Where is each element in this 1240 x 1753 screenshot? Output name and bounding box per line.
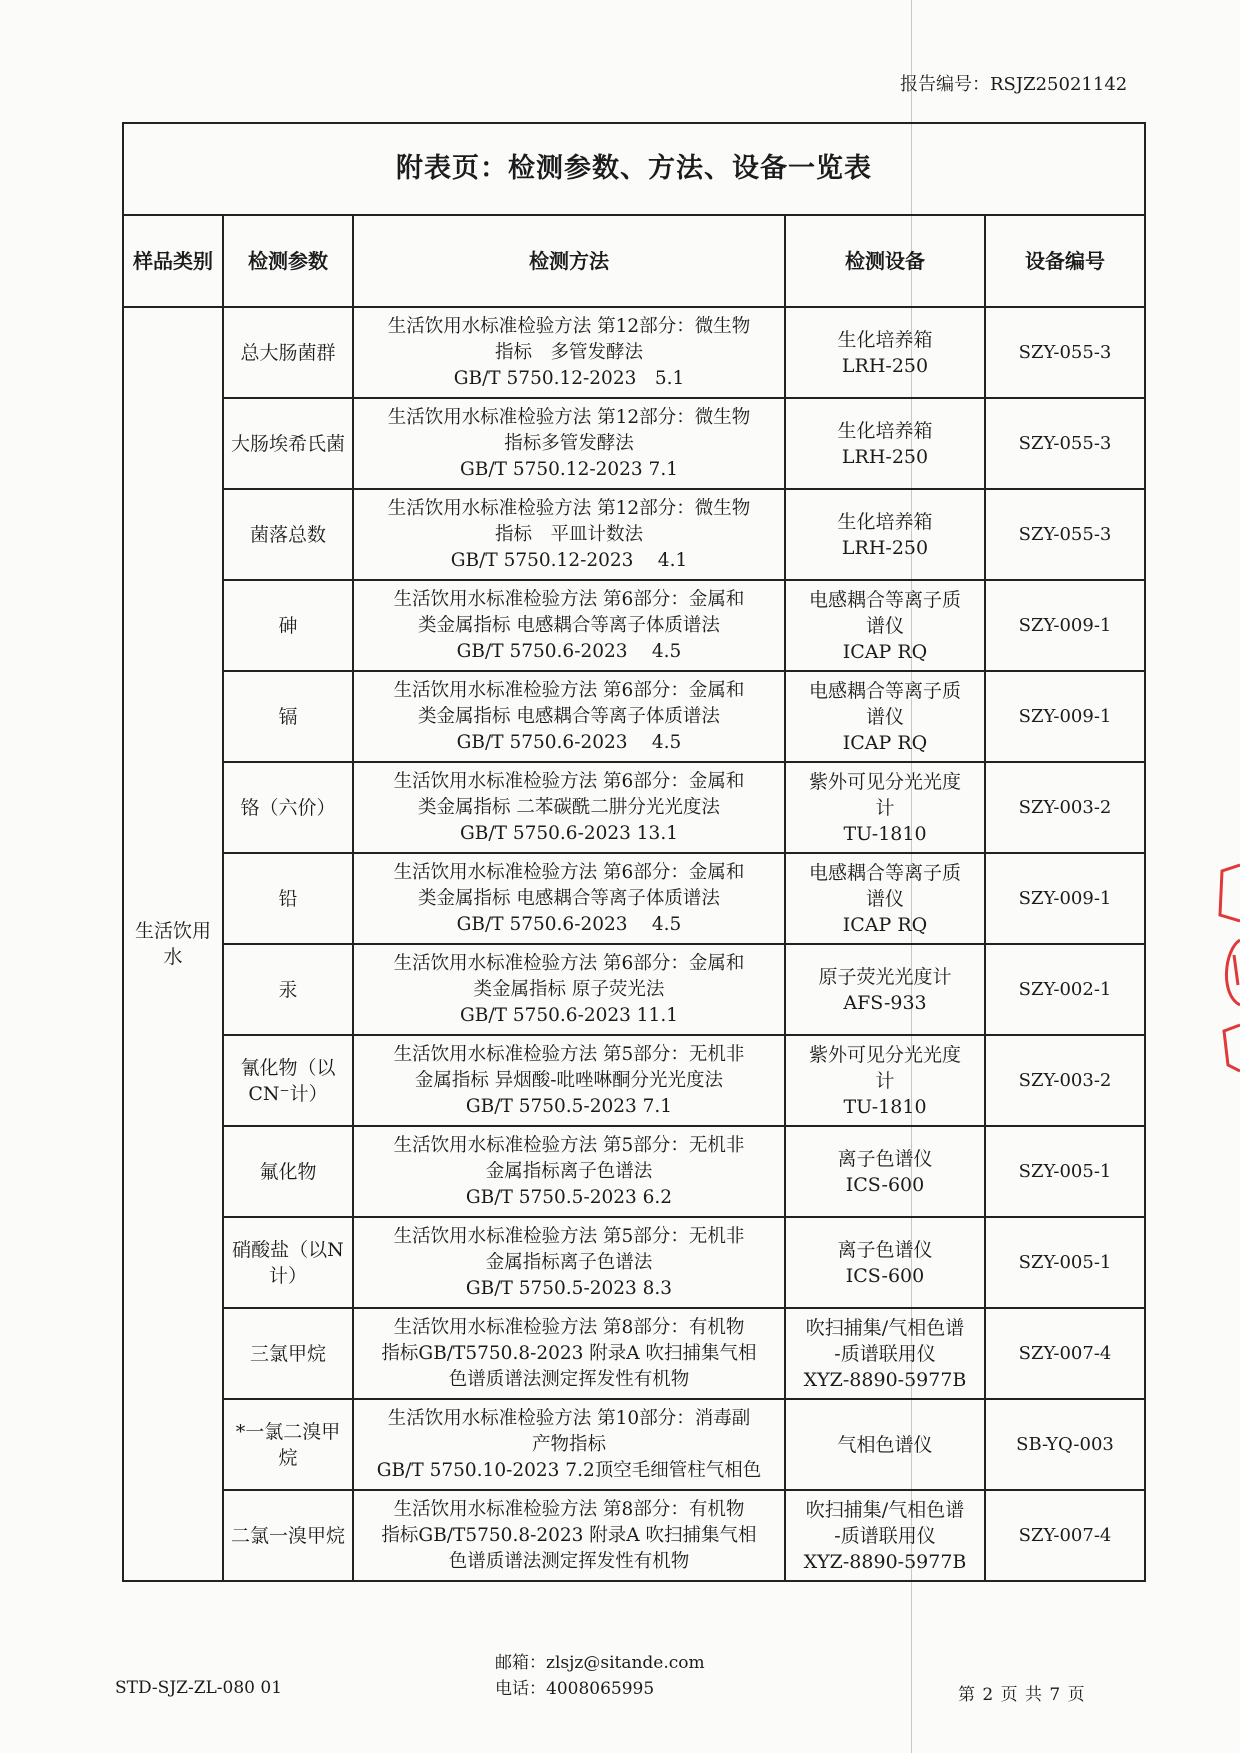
equipment-cell <box>785 671 985 762</box>
col-header-parameter: 检测参数 <box>223 215 353 307</box>
equipment-cell <box>785 1126 985 1217</box>
parameter-cell: 氰化物（以CN⁻计） <box>223 1035 353 1126</box>
method-line: 生活饮用水标准检验方法 第5部分：无机非 <box>393 1134 745 1156</box>
equipment-line: 气相色谱仪 <box>837 1433 933 1456</box>
col-header-equipment: 检测设备 <box>785 215 985 307</box>
table-row <box>123 1490 1145 1581</box>
equipment-line: XYZ-8890-5977B <box>803 1368 967 1391</box>
equipment-line: -质谱联用仪 <box>834 1524 936 1547</box>
equipment-cell <box>785 489 985 580</box>
equipment-line: 生化培养箱 <box>837 510 933 533</box>
method-line: 生活饮用水标准检验方法 第8部分：有机物 <box>393 1498 745 1520</box>
table-row <box>123 307 1145 398</box>
parameter-cell: 三氯甲烷 <box>223 1308 353 1399</box>
method-line: 指标 多管发酵法 <box>494 341 643 363</box>
table-row <box>123 1217 1145 1308</box>
report-number: 报告编号：RSJZ25021142 <box>900 74 1128 95</box>
equipment-line: 吹扫捕集/气相色谱 <box>805 1498 965 1521</box>
equipment-code-cell: SZY-005-1 <box>985 1217 1145 1308</box>
method-cell <box>353 307 785 398</box>
table-row <box>123 580 1145 671</box>
parameter-cell: 镉 <box>223 671 353 762</box>
equipment-code-cell: SZY-007-4 <box>985 1308 1145 1399</box>
parameters-table <box>122 122 1146 1582</box>
equipment-code-cell: SZY-009-1 <box>985 580 1145 671</box>
equipment-line: 生化培养箱 <box>837 419 933 442</box>
col-header-method: 检测方法 <box>353 215 785 307</box>
parameter-cell: 铅 <box>223 853 353 944</box>
equipment-code-cell: SZY-009-1 <box>985 671 1145 762</box>
equipment-line: TU-1810 <box>843 822 927 845</box>
table-row <box>123 1126 1145 1217</box>
table-row <box>123 944 1145 1035</box>
parameter-cell: 二氯一溴甲烷 <box>223 1490 353 1581</box>
equipment-cell <box>785 1399 985 1490</box>
equipment-code-cell: SZY-002-1 <box>985 944 1145 1035</box>
method-cell <box>353 489 785 580</box>
col-header-equipment-code: 设备编号 <box>985 215 1145 307</box>
table-body <box>123 307 1145 1581</box>
equipment-line: 计 <box>875 796 895 819</box>
col-header-category: 样品类别 <box>123 215 223 307</box>
equipment-cell <box>785 1035 985 1126</box>
parameter-cell: 菌落总数 <box>223 489 353 580</box>
equipment-line: LRH-250 <box>841 536 929 559</box>
method-line: 类金属指标 电感耦合等离子体质谱法 <box>418 614 720 636</box>
method-cell <box>353 671 785 762</box>
equipment-cell <box>785 1217 985 1308</box>
table-row <box>123 1308 1145 1399</box>
method-line: 生活饮用水标准检验方法 第6部分：金属和 <box>393 952 745 974</box>
equipment-code-cell: SZY-055-3 <box>985 489 1145 580</box>
equipment-line: 吹扫捕集/气相色谱 <box>805 1316 965 1339</box>
equipment-line: 计 <box>875 1069 895 1092</box>
method-line: 指标GB/T5750.8-2023 附录A 吹扫捕集气相 <box>381 1524 757 1546</box>
equipment-line: 谱仪 <box>865 705 904 728</box>
table-row <box>123 671 1145 762</box>
equipment-cell <box>785 580 985 671</box>
method-line: 色谱质谱法测定挥发性有机物 <box>448 1550 690 1572</box>
equipment-line: 紫外可见分光光度 <box>808 770 961 793</box>
method-line: 类金属指标 电感耦合等离子体质谱法 <box>418 887 720 909</box>
method-line: GB/T 5750.12-2023 4.1 <box>450 549 688 571</box>
document-code: STD-SJZ-ZL-080 01 <box>115 1678 283 1698</box>
equipment-code-cell: SZY-003-2 <box>985 1035 1145 1126</box>
equipment-cell <box>785 762 985 853</box>
equipment-line: 电感耦合等离子质 <box>808 861 961 884</box>
equipment-line: AFS-933 <box>843 991 927 1014</box>
equipment-line: 电感耦合等离子质 <box>808 679 961 702</box>
parameter-cell: 总大肠菌群 <box>223 307 353 398</box>
equipment-line: 谱仪 <box>865 614 904 637</box>
method-line: 生活饮用水标准检验方法 第5部分：无机非 <box>393 1043 745 1065</box>
method-line: 生活饮用水标准检验方法 第12部分：微生物 <box>387 497 751 519</box>
parameter-cell: 氟化物 <box>223 1126 353 1217</box>
equipment-line: 谱仪 <box>865 887 904 910</box>
method-line: GB/T 5750.12-2023 5.1 <box>453 367 685 389</box>
method-line: GB/T 5750.5-2023 8.3 <box>465 1277 673 1299</box>
method-line: 金属指标 异烟酸-吡唑啉酮分光光度法 <box>414 1069 724 1091</box>
method-line: GB/T 5750.6-2023 4.5 <box>456 913 682 935</box>
method-line: 产物指标 <box>531 1433 606 1455</box>
method-line: GB/T 5750.10-2023 7.2顶空毛细管柱气相色 <box>376 1459 762 1481</box>
method-line: 金属指标离子色谱法 <box>485 1251 653 1273</box>
method-line: 生活饮用水标准检验方法 第12部分：微生物 <box>387 315 751 337</box>
equipment-code-cell: SZY-055-3 <box>985 307 1145 398</box>
equipment-line: 离子色谱仪 <box>837 1238 933 1261</box>
method-line: GB/T 5750.6-2023 11.1 <box>460 1004 678 1026</box>
equipment-cell <box>785 398 985 489</box>
equipment-cell <box>785 1308 985 1399</box>
equipment-code-cell: SZY-009-1 <box>985 853 1145 944</box>
parameter-cell: 大肠埃希氏菌 <box>223 398 353 489</box>
table-header-row <box>123 215 1145 307</box>
method-line: 指标 平皿计数法 <box>494 523 643 545</box>
method-cell <box>353 1035 785 1126</box>
equipment-line: -质谱联用仪 <box>834 1342 936 1365</box>
equipment-cell <box>785 1490 985 1581</box>
equipment-code-cell: SB-YQ-003 <box>985 1399 1145 1490</box>
equipment-line: TU-1810 <box>843 1095 927 1118</box>
method-cell <box>353 1126 785 1217</box>
equipment-code-cell: SZY-003-2 <box>985 762 1145 853</box>
method-line: GB/T 5750.5-2023 6.2 <box>465 1186 673 1208</box>
method-cell <box>353 1217 785 1308</box>
method-line: GB/T 5750.6-2023 13.1 <box>460 822 678 844</box>
table-row <box>123 1399 1145 1490</box>
equipment-line: 离子色谱仪 <box>837 1147 933 1170</box>
method-line: 指标多管发酵法 <box>504 432 634 454</box>
contact-info <box>495 1650 705 1702</box>
equipment-cell <box>785 853 985 944</box>
parameter-cell: 汞 <box>223 944 353 1035</box>
method-cell <box>353 944 785 1035</box>
table-row <box>123 853 1145 944</box>
method-line: GB/T 5750.5-2023 7.1 <box>465 1095 673 1117</box>
method-cell <box>353 398 785 489</box>
parameter-cell: 铬（六价） <box>223 762 353 853</box>
method-line: 指标GB/T5750.8-2023 附录A 吹扫捕集气相 <box>381 1342 757 1364</box>
method-cell <box>353 1399 785 1490</box>
method-cell <box>353 853 785 944</box>
table-row <box>123 1035 1145 1126</box>
equipment-line: LRH-250 <box>841 354 929 377</box>
method-line: 生活饮用水标准检验方法 第6部分：金属和 <box>393 770 745 792</box>
method-line: GB/T 5750.12-2023 7.1 <box>460 458 678 480</box>
method-line: 生活饮用水标准检验方法 第6部分：金属和 <box>393 588 745 610</box>
equipment-code-cell: SZY-007-4 <box>985 1490 1145 1581</box>
table-row <box>123 398 1145 489</box>
equipment-line: LRH-250 <box>841 445 929 468</box>
table-row <box>123 762 1145 853</box>
method-line: GB/T 5750.6-2023 4.5 <box>456 640 682 662</box>
equipment-line: ICAP RQ <box>842 731 928 754</box>
method-line: 类金属指标 原子荧光法 <box>473 978 665 1000</box>
method-line: 金属指标离子色谱法 <box>485 1160 653 1182</box>
equipment-line: 电感耦合等离子质 <box>808 588 961 611</box>
equipment-code-cell: SZY-055-3 <box>985 398 1145 489</box>
parameter-cell: 硝酸盐（以N计） <box>223 1217 353 1308</box>
equipment-line: 原子荧光光度计 <box>818 965 952 988</box>
equipment-line: 生化培养箱 <box>837 328 933 351</box>
table-title: 附表页：检测参数、方法、设备一览表 <box>123 123 1145 215</box>
equipment-code-cell: SZY-005-1 <box>985 1126 1145 1217</box>
method-line: 生活饮用水标准检验方法 第8部分：有机物 <box>393 1316 745 1338</box>
method-cell <box>353 1308 785 1399</box>
method-line: 类金属指标 电感耦合等离子体质谱法 <box>418 705 720 727</box>
method-line: 生活饮用水标准检验方法 第5部分：无机非 <box>393 1225 745 1247</box>
phone-text: 电话：4008065995 <box>495 1679 655 1699</box>
equipment-line: 紫外可见分光光度 <box>808 1043 961 1066</box>
parameter-cell: 砷 <box>223 580 353 671</box>
method-cell <box>353 762 785 853</box>
method-cell <box>353 1490 785 1581</box>
method-line: 生活饮用水标准检验方法 第10部分：消毒副 <box>387 1407 751 1429</box>
equipment-line: ICAP RQ <box>842 640 928 663</box>
sample-category-cell: 生活饮用水 <box>123 307 223 1581</box>
method-cell <box>353 580 785 671</box>
method-line: 类金属指标 二苯碳酰二肼分光光度法 <box>418 796 720 818</box>
equipment-line: XYZ-8890-5977B <box>803 1550 967 1573</box>
red-seal-fragment <box>1214 855 1240 1085</box>
parameter-cell: *一氯二溴甲烷 <box>223 1399 353 1490</box>
page-number: 第 2 页 共 7 页 <box>958 1685 1086 1705</box>
method-line: GB/T 5750.6-2023 4.5 <box>456 731 682 753</box>
equipment-line: ICAP RQ <box>842 913 928 936</box>
method-line: 生活饮用水标准检验方法 第6部分：金属和 <box>393 679 745 701</box>
equipment-line: ICS-600 <box>845 1173 925 1196</box>
equipment-line: ICS-600 <box>845 1264 925 1287</box>
table-row <box>123 489 1145 580</box>
method-line: 生活饮用水标准检验方法 第6部分：金属和 <box>393 861 745 883</box>
method-line: 生活饮用水标准检验方法 第12部分：微生物 <box>387 406 751 428</box>
equipment-cell <box>785 307 985 398</box>
equipment-cell <box>785 944 985 1035</box>
email-text: 邮箱：zlsjz@sitande.com <box>495 1653 705 1673</box>
method-line: 色谱质谱法测定挥发性有机物 <box>448 1368 690 1390</box>
